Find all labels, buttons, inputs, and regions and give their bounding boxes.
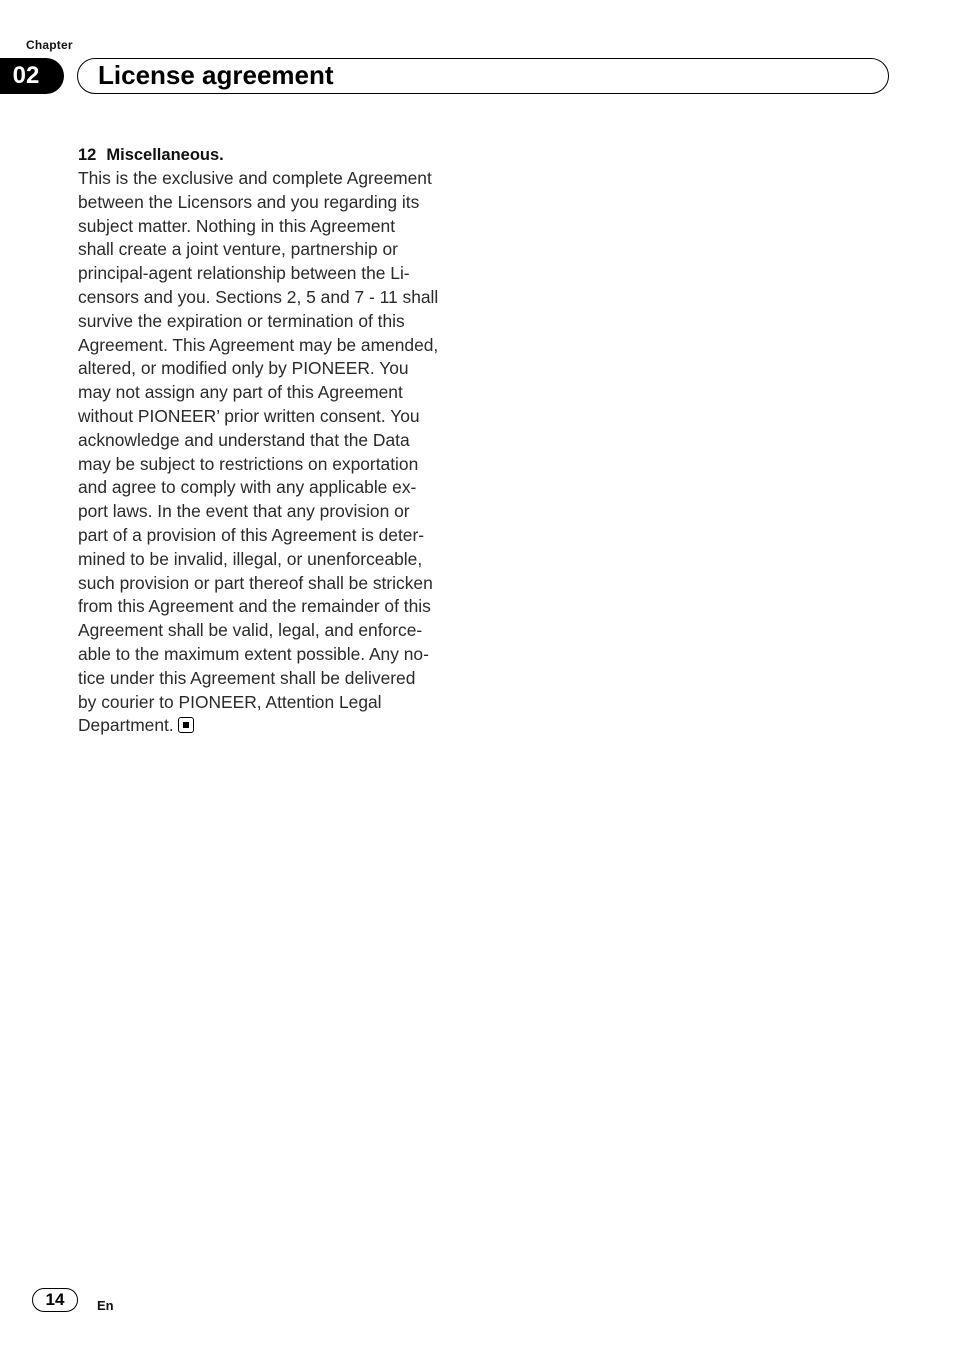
section-title: Miscellaneous. xyxy=(106,146,224,164)
body-line: acknowledge and understand that the Data xyxy=(78,429,410,450)
body-line: censors and you. Sections 2, 5 and 7 - 11 shall xyxy=(78,286,439,307)
body-line: without PIONEER’ prior written consent. You xyxy=(78,405,420,426)
body-line: such provision or part thereof shall be stricken xyxy=(78,572,433,593)
body-line: Agreement. This Agreement may be amended, xyxy=(78,334,439,355)
chapter-title-bar xyxy=(77,58,889,94)
body-line: may be subject to restrictions on exportation xyxy=(78,453,419,474)
page-title: License agreement xyxy=(98,60,334,90)
body-line: mined to be invalid, illegal, or unenforceable, xyxy=(78,548,423,569)
body-line: port laws. In the event that any provision or xyxy=(78,501,410,522)
body-line: from this Agreement and the remainder of this xyxy=(78,596,431,617)
body-line: survive the expiration or termination of this xyxy=(78,310,405,331)
end-mark-icon xyxy=(178,717,194,733)
body-line: may not assign any part of this Agreement xyxy=(78,382,403,403)
body-line-text: Department. xyxy=(78,715,174,736)
section-content xyxy=(78,143,470,738)
body-line: Agreement shall be valid, legal, and enforce- xyxy=(78,620,423,641)
body-line: subject matter. Nothing in this Agreement xyxy=(78,215,396,236)
page-number: 14 xyxy=(32,1288,78,1312)
body-line: part of a provision of this Agreement is deter- xyxy=(78,524,425,545)
body-line: This is the exclusive and complete Agreement xyxy=(78,168,432,188)
chapter-label: Chapter xyxy=(26,38,73,52)
body-line: altered, or modified only by PIONEER. You xyxy=(78,358,409,379)
body-line: and agree to comply with any applicable ex- xyxy=(78,477,417,498)
section-body xyxy=(78,167,470,738)
body-line: by courier to PIONEER, Attention Legal xyxy=(78,691,382,712)
body-line: able to the maximum extent possible. Any no- xyxy=(78,643,429,664)
section-number: 12 xyxy=(78,146,97,164)
body-line: principal-agent relationship between the Li- xyxy=(78,263,410,284)
language-code: En xyxy=(97,1298,114,1313)
body-line-last xyxy=(78,714,470,738)
body-line: between the Licensors and you regarding its xyxy=(78,191,420,212)
section-heading xyxy=(78,143,470,167)
body-line: shall create a joint venture, partnership or xyxy=(78,239,398,260)
chapter-number-badge: 02 xyxy=(0,58,64,94)
body-line: tice under this Agreement shall be delivered xyxy=(78,667,416,688)
